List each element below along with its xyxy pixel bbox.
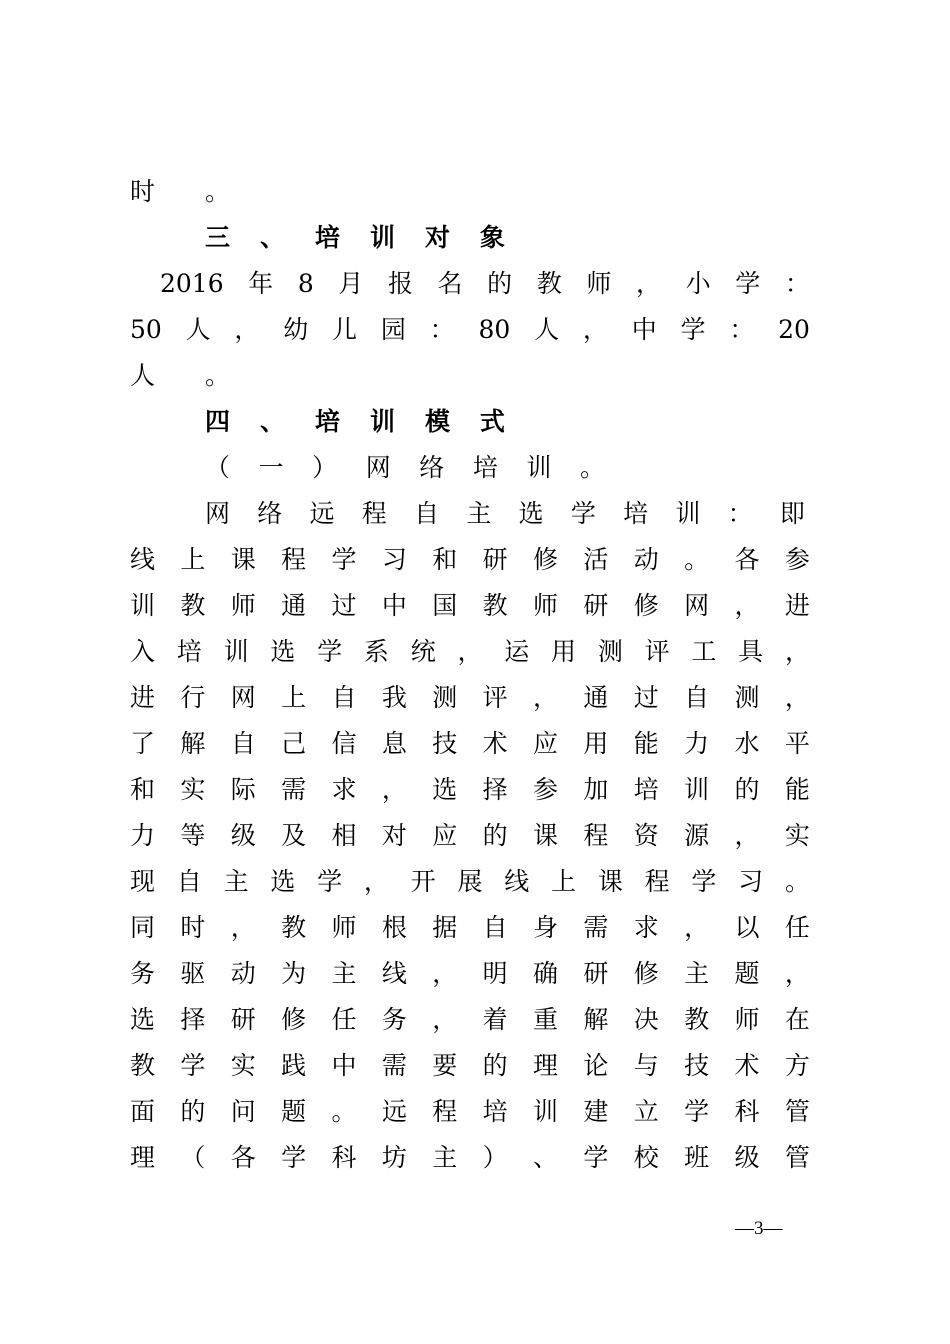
text-line: 人 。: [130, 361, 230, 390]
paragraph-first-line: 网 络 远 程 自 主 选 学 培 训 ： 即: [205, 499, 805, 528]
text-line: 线 上 课 程 学 习 和 研 修 活 动 。 各 参: [130, 545, 810, 574]
text-line: 2016 年 8 月 报 名 的 教 师 ， 小 学 ：: [160, 269, 810, 298]
text-line: 50 人 ， 幼 儿 园 ： 80 人 ， 中 学 ： 20: [130, 315, 810, 344]
text-line: 进 行 网 上 自 我 测 评 ， 通 过 自 测 ，: [130, 683, 810, 712]
text-line: 入 培 训 选 学 系 统 ， 运 用 测 评 工 具 ，: [130, 637, 810, 666]
section-heading: 四 、 培 训 模 式: [205, 407, 505, 436]
text-line: 了 解 自 己 信 息 技 术 应 用 能 力 水 平: [130, 729, 810, 758]
text-line: 时 。: [130, 177, 230, 206]
text-line: 同 时 ， 教 师 根 据 自 身 需 求 ， 以 任: [130, 913, 810, 942]
text-line: 理 （ 各 学 科 坊 主 ） 、 学 校 班 级 管: [130, 1143, 810, 1172]
text-line: 教 学 实 践 中 需 要 的 理 论 与 技 术 方: [130, 1051, 810, 1080]
text-line: 务 驱 动 为 主 线 ， 明 确 研 修 主 题 ，: [130, 959, 810, 988]
section-heading: 三 、 培 训 对 象: [205, 223, 505, 252]
subsection-heading: （ 一 ） 网 络 培 训 。: [205, 453, 605, 482]
text-line: 现 自 主 选 学 ， 开 展 线 上 课 程 学 习 。: [130, 867, 810, 896]
text-line: 力 等 级 及 相 对 应 的 课 程 资 源 ， 实: [130, 821, 810, 850]
text-line: 训 教 师 通 过 中 国 教 师 研 修 网 ， 进: [130, 591, 810, 620]
text-line: 面 的 问 题 。 远 程 培 训 建 立 学 科 管: [130, 1097, 810, 1126]
page-number: —3—: [735, 1218, 783, 1239]
text-line: 选 择 研 修 任 务 ， 着 重 解 决 教 师 在: [130, 1005, 810, 1034]
text-line: 和 实 际 需 求 ， 选 择 参 加 培 训 的 能: [130, 775, 810, 804]
